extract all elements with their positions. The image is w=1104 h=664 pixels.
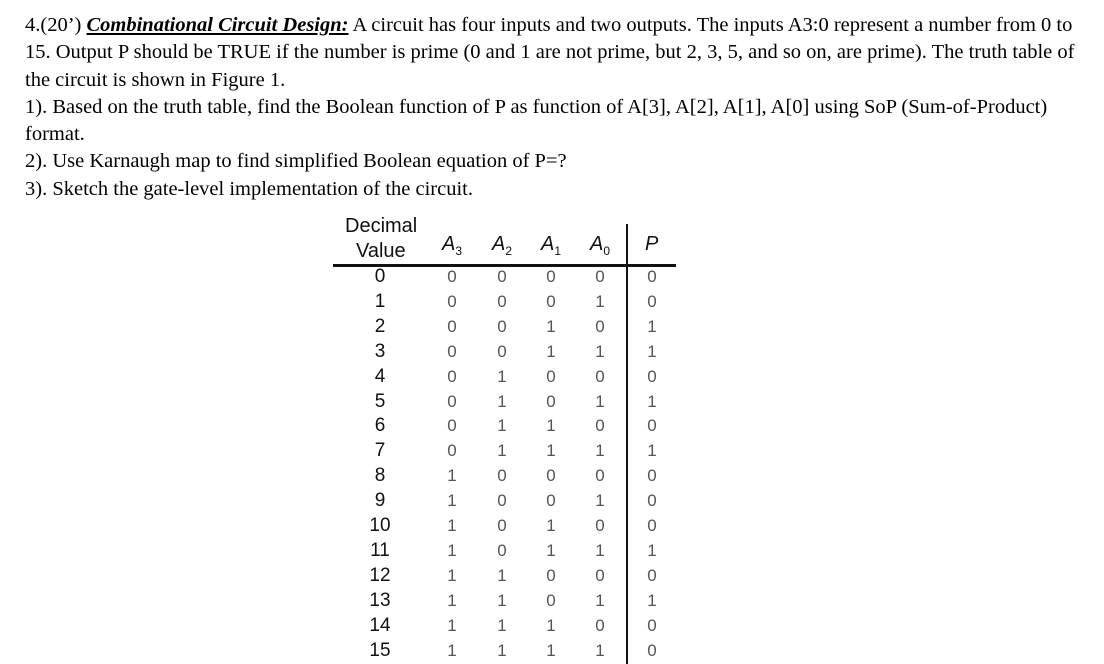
cell-a1: 0 [546, 491, 556, 511]
cell-decimal: 6 [374, 415, 386, 437]
cell-a1: 1 [546, 516, 556, 535]
cell-a2: 0 [497, 341, 507, 361]
header-sub: 2 [505, 244, 513, 258]
cell-p: 1 [647, 391, 657, 411]
cell-p: 0 [647, 565, 657, 585]
cell-a1: 0 [546, 466, 556, 486]
cell-a3: 1 [447, 640, 457, 660]
cell-a3: 1 [447, 466, 457, 486]
cell-a1: 0 [546, 291, 556, 311]
header-base: A [442, 233, 456, 255]
header-base: A [541, 233, 555, 255]
cell-a1: 1 [546, 640, 556, 660]
cell-a3: 0 [447, 391, 457, 411]
cell-a1: 1 [546, 341, 556, 361]
cell-a2: 0 [497, 516, 507, 535]
cell-decimal: 13 [369, 589, 391, 611]
cell-decimal: 3 [374, 340, 386, 362]
cell-a0: 0 [595, 316, 605, 336]
cell-a0: 0 [595, 615, 605, 635]
cell-decimal: 7 [374, 440, 386, 462]
cell-a2: 0 [497, 466, 507, 486]
question-title: Combinational Circuit Design: [86, 14, 349, 36]
cell-decimal: 14 [369, 614, 391, 636]
cell-a2: 0 [497, 291, 507, 311]
cell-p: 0 [647, 416, 657, 436]
cell-a3: 0 [447, 341, 457, 361]
cell-a2: 1 [497, 615, 507, 635]
cell-a2: 1 [497, 590, 507, 610]
cell-a1: 0 [546, 267, 556, 286]
cell-a0: 0 [595, 366, 605, 386]
cell-a1: 1 [546, 540, 556, 560]
cell-p: 0 [647, 366, 657, 386]
cell-a0: 0 [595, 416, 605, 436]
cell-a1: 1 [546, 441, 556, 461]
cell-a0: 0 [595, 516, 605, 535]
cell-p: 0 [647, 640, 657, 660]
cell-decimal: 5 [374, 390, 386, 412]
part-2: 2). Use Karnaugh map to find simplified Boolean equation of P=? [25, 150, 567, 173]
header-decimal: Decimal [345, 215, 418, 237]
cell-a2: 0 [497, 540, 507, 560]
question-intro-text: A circuit has four inputs and two outputs. The inputs A3:0 represent a number from 0 to 15. Output P should be TRUE if the number is prime (0 and 1 are not prime, but 2, 3, 5, and so on, are prime). The truth table of the circuit is shown in Figure 1. [25, 14, 1075, 91]
cell-decimal: 11 [370, 539, 390, 561]
header-a0 [590, 233, 610, 258]
cell-a0: 1 [595, 590, 605, 610]
header-a3 [442, 233, 462, 258]
cell-a0: 1 [595, 291, 605, 311]
cell-p: 1 [647, 441, 657, 461]
cell-a1: 0 [546, 391, 556, 411]
question-number: 4.(20’) [25, 14, 87, 36]
output-divider [626, 224, 628, 664]
cell-a2: 0 [497, 491, 507, 511]
cell-decimal: 1 [374, 290, 386, 312]
cell-a0: 0 [595, 267, 605, 286]
cell-a2: 0 [497, 316, 507, 336]
cell-decimal: 0 [374, 266, 386, 287]
cell-a3: 1 [447, 565, 457, 585]
cell-p: 0 [647, 615, 657, 635]
header-p: P [645, 233, 659, 255]
cell-p: 1 [647, 590, 657, 610]
cell-a3: 0 [447, 316, 457, 336]
cell-a2: 1 [497, 366, 507, 386]
cell-a3: 1 [447, 615, 457, 635]
cell-decimal: 8 [374, 465, 386, 487]
question-text [25, 12, 1100, 203]
cell-a0: 0 [595, 466, 605, 486]
cell-a0: 1 [595, 391, 605, 411]
header-base: A [590, 233, 604, 255]
cell-a0: 1 [595, 441, 605, 461]
cell-a1: 0 [546, 366, 556, 386]
header-sub: 3 [455, 244, 463, 258]
cell-decimal: 15 [369, 639, 391, 661]
cell-a3: 0 [447, 441, 457, 461]
cell-a1: 1 [546, 615, 556, 635]
cell-a3: 1 [447, 540, 457, 560]
cell-a2: 1 [497, 565, 507, 585]
cell-p: 0 [647, 291, 657, 311]
cell-a0: 0 [595, 565, 605, 585]
part-1: 1). Based on the truth table, find the Boolean function of P as function of A[3], A[2], A[1], A[0] using SoP (Sum-of-Product) format. [25, 95, 1048, 146]
cell-a3: 0 [447, 366, 457, 386]
header-base: A [492, 233, 506, 255]
cell-decimal: 2 [374, 315, 386, 337]
cell-a1: 0 [546, 590, 556, 610]
cell-p: 0 [647, 491, 657, 511]
cell-a2: 1 [497, 441, 507, 461]
cell-p: 0 [647, 466, 657, 486]
cell-a0: 1 [595, 540, 605, 560]
cell-p: 0 [647, 516, 657, 535]
cell-a0: 1 [595, 341, 605, 361]
cell-a1: 1 [546, 416, 556, 436]
cell-a0: 1 [595, 640, 605, 660]
cell-a3: 0 [447, 267, 457, 286]
cell-decimal: 12 [369, 564, 391, 586]
header-value: Value [356, 240, 406, 262]
cell-p: 1 [647, 316, 657, 336]
cell-p: 1 [647, 341, 657, 361]
cell-decimal: 10 [369, 515, 391, 536]
cell-a2: 1 [497, 640, 507, 660]
cell-a3: 0 [447, 291, 457, 311]
cell-a1: 0 [546, 565, 556, 585]
cell-decimal: 4 [374, 365, 386, 387]
cell-a2: 0 [497, 267, 507, 286]
cell-a3: 0 [447, 416, 457, 436]
cell-a3: 1 [447, 491, 457, 511]
cell-p: 0 [647, 267, 657, 286]
cell-a3: 1 [447, 590, 457, 610]
header-a2 [492, 233, 512, 258]
cell-a2: 1 [497, 391, 507, 411]
cell-a1: 1 [546, 316, 556, 336]
header-a1 [541, 233, 561, 258]
cell-p: 1 [647, 540, 657, 560]
header-sub: 1 [554, 244, 562, 258]
cell-a0: 1 [595, 491, 605, 511]
question-intro [25, 12, 1100, 94]
cell-a3: 1 [447, 516, 457, 535]
header-sub: 0 [603, 244, 611, 258]
cell-a2: 1 [497, 416, 507, 436]
cell-decimal: 9 [374, 490, 386, 512]
part-3: 3). Sketch the gate-level implementation of the circuit. [25, 177, 473, 200]
